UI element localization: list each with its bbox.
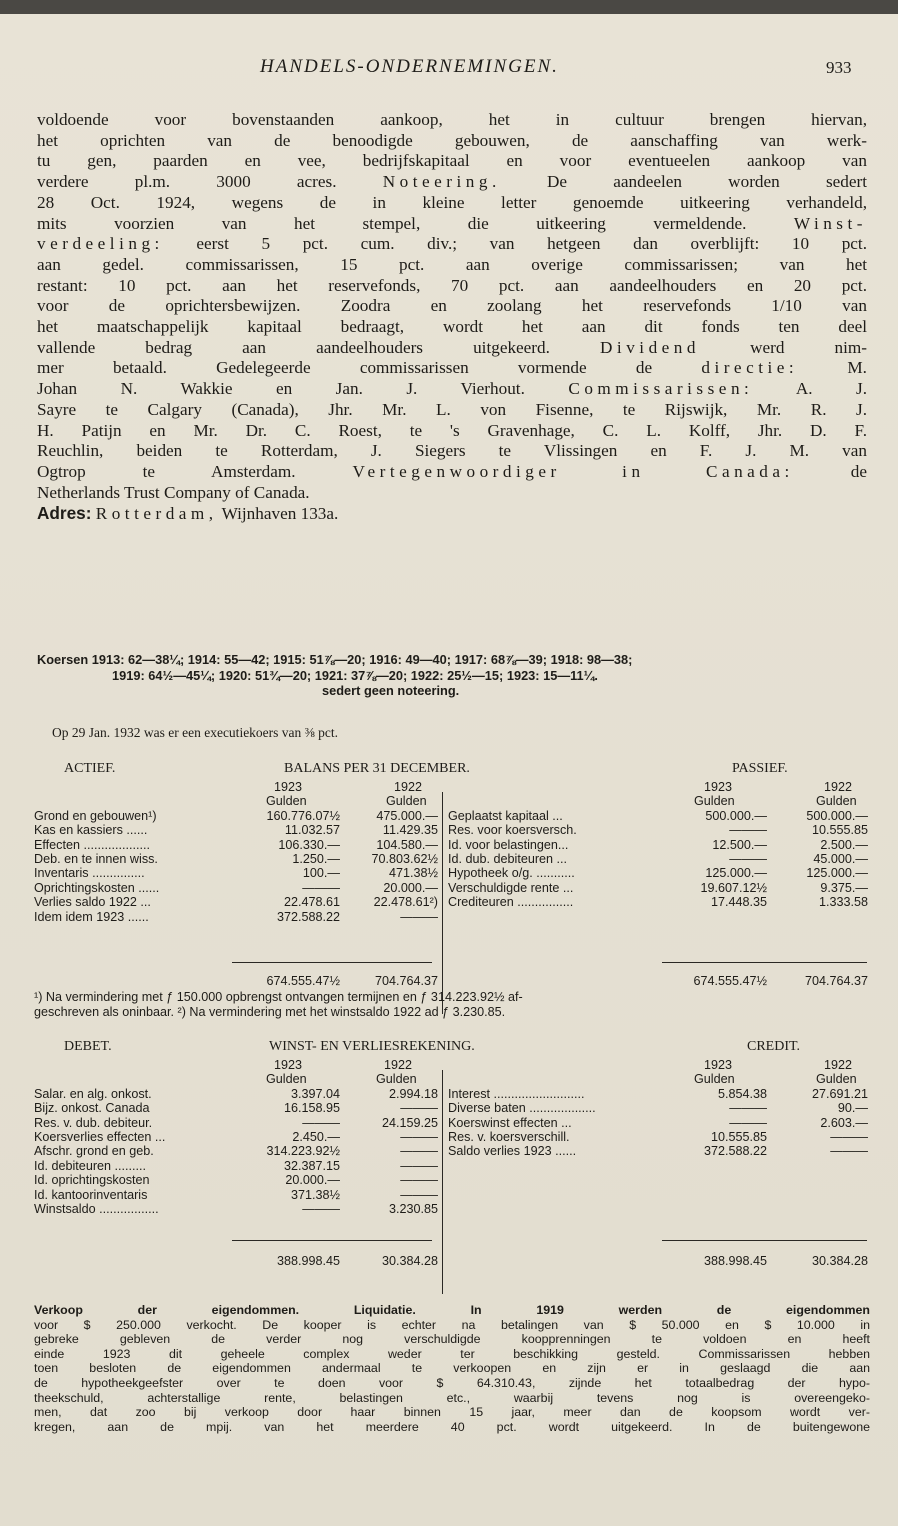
table-row xyxy=(34,895,870,909)
value-1922: ——— xyxy=(400,1158,438,1173)
value-1923: 371.38½ xyxy=(290,1187,340,1202)
price-line-2: 1919: 64½—45¼; 1920: 51¾—20; 1921: 37⅞—20; 1922: 25½—15; 1923: 15—11¼. xyxy=(112,667,598,683)
value-1923: 100.— xyxy=(302,866,340,881)
year-1922: 1922 xyxy=(824,1058,853,1072)
total-debet-1923: 388.998.45 xyxy=(276,1254,340,1268)
row-label: Res. v. dub. debiteur. xyxy=(34,1115,153,1130)
value-1923: ——— xyxy=(729,823,767,838)
execution-note: Op 29 Jan. 1932 was er een executiekoers van ⅜ pct. xyxy=(52,725,339,740)
year-1922: 1922 xyxy=(394,780,423,794)
table-row xyxy=(34,1130,870,1144)
text-run: H. Patijn en Mr. Dr. C. Roest, te 's Gravenhage, C. L. Kolff, Jhr. D. F. xyxy=(37,420,867,440)
table-row xyxy=(34,910,870,924)
unit-label: Gulden xyxy=(694,1072,735,1087)
spaced-keyword: Dividend xyxy=(600,337,700,357)
text-line xyxy=(37,421,867,442)
text-run: Sayre te Calgary (Canada), Jhr. Mr. L. von Fisenne, te Rijswijk, Mr. R. J. xyxy=(37,399,867,419)
value-1923: 1.250.— xyxy=(292,851,340,866)
value-1923: ——— xyxy=(302,880,340,895)
row-label: Bijz. onkost. Canada xyxy=(34,1101,150,1116)
spaced-keyword: Rotterdam, xyxy=(95,504,218,524)
text-line xyxy=(37,503,867,525)
pl-units xyxy=(34,1072,870,1086)
text-run: het oprichten van de benoodigde gebouwen, de aanschaffing van werk- xyxy=(37,130,867,150)
text-line: Verkoop der eigendommen. Liquidatie. In 1919 werden de eigendommen xyxy=(34,1303,870,1317)
text-line: kregen, aan de mpij. van het meerdere 40 pct. wordt uitgekeerd. In de buitengewone xyxy=(34,1419,870,1434)
spaced-keyword: Vertegenwoordiger in Canada: xyxy=(352,461,794,481)
table-row xyxy=(34,1101,870,1115)
text-run: De aandeelen worden sedert xyxy=(500,172,867,192)
value-1922: ——— xyxy=(400,1101,438,1116)
row-label: Verschuldigde rente ... xyxy=(448,880,574,895)
spaced-keyword: verdeeling: xyxy=(37,234,164,254)
text-line xyxy=(37,193,867,214)
total-passief-1923: 674.555.47½ xyxy=(693,974,767,988)
year-1922: 1922 xyxy=(824,780,853,794)
year-1923: 1923 xyxy=(704,1058,733,1072)
text-run: Johan N. Wakkie en Jan. J. Vierhout. xyxy=(37,379,569,399)
spaced-keyword: Commissarissen: xyxy=(568,379,754,399)
text-run: aan gedel. commissarissen, 15 pct. aan overige commissarissen; van het xyxy=(37,254,867,274)
row-label: Oprichtingskosten ...... xyxy=(34,880,160,895)
row-label: Hypotheek o/g. ........... xyxy=(448,866,575,881)
actief-title: ACTIEF. xyxy=(64,761,116,776)
row-label: Res. v. koersverschill. xyxy=(448,1129,570,1144)
row-label: Idem idem 1923 ...... xyxy=(34,909,149,924)
unit-label: Gulden xyxy=(266,1072,307,1087)
value-1922: 471.38½ xyxy=(388,866,438,881)
value-1922: ——— xyxy=(400,1144,438,1159)
text-line xyxy=(37,338,867,359)
row-label: Id. voor belastingen... xyxy=(448,837,569,852)
table-row xyxy=(34,1087,870,1101)
row-label: Diverse baten ................... xyxy=(448,1101,596,1116)
text-run: voor de oprichtersbewijzen. Zoodra en zoolang het reservefonds 1/10 van xyxy=(37,296,867,316)
row-label: Interest .......................... xyxy=(448,1086,585,1101)
value-1922: ——— xyxy=(400,909,438,924)
value-1923: 16.158.95 xyxy=(283,1101,340,1116)
text-line: men, dat zoo bij verkoop door haar binnen 15 jaar, meer dan de koopsom wordt ver- xyxy=(34,1405,870,1420)
text-run: A. J. xyxy=(753,379,868,399)
text-run: mits voorzien van het stempel, die uitkeering vermeldende. xyxy=(37,213,794,233)
unit-label: Gulden xyxy=(816,794,857,809)
value-1923: 372.588.22 xyxy=(703,1144,767,1159)
text-line xyxy=(37,441,867,462)
row-label: Geplaatst kapitaal ... xyxy=(448,808,563,823)
value-1923: 19.607.12½ xyxy=(700,880,767,895)
value-1922: 475.000.— xyxy=(376,808,438,823)
value-1922: ——— xyxy=(400,1173,438,1188)
table-row xyxy=(34,1159,870,1173)
value-1922: 20.000.— xyxy=(383,880,438,895)
value-1922: 10.555.85 xyxy=(811,823,868,838)
row-label: Koerswinst effecten ... xyxy=(448,1115,572,1130)
total-passief-1922: 704.764.37 xyxy=(804,974,868,988)
text-run: vallende bedrag aan aandeelhouders uitgekeerd. xyxy=(37,337,601,357)
row-label: Id. dub. debiteuren ... xyxy=(448,851,568,866)
text-line: gebreke gebleven de verder nog verschuldigde koopprenningen te voldoen en heeft xyxy=(34,1332,870,1347)
text-run: mer betaald. Gedelegeerde commissarissen vormende de xyxy=(37,358,702,378)
value-1923: 11.032.57 xyxy=(284,823,340,838)
balance-units xyxy=(34,794,870,808)
text-line xyxy=(37,358,867,379)
row-label: Saldo verlies 1923 ...... xyxy=(448,1144,577,1159)
price-line-3: sedert geen noteering. xyxy=(322,683,460,698)
text-line xyxy=(37,483,867,504)
unit-label: Gulden xyxy=(386,794,427,809)
text-run: M. xyxy=(798,358,867,378)
text-line xyxy=(37,317,867,338)
row-label: Crediteuren ................ xyxy=(448,895,574,910)
footnotes xyxy=(34,990,870,1020)
value-1922: ——— xyxy=(830,1144,868,1159)
spaced-keyword: Noteering. xyxy=(382,172,501,192)
value-1922: 500.000.— xyxy=(806,808,868,823)
pl-years xyxy=(34,1058,870,1072)
value-1923: 5.854.38 xyxy=(717,1086,767,1101)
text-line xyxy=(37,110,867,131)
value-1923: 125.000.— xyxy=(705,866,767,881)
balance-years xyxy=(34,780,870,794)
value-1923: ——— xyxy=(729,1115,767,1130)
value-1923: 500.000.— xyxy=(705,808,767,823)
text-line xyxy=(37,276,867,297)
total-debet-1922: 30.384.28 xyxy=(381,1254,438,1268)
closing-paragraph xyxy=(34,1303,870,1434)
value-1922: 11.429.35 xyxy=(382,823,438,838)
value-1923: 22.478.61 xyxy=(283,895,340,910)
value-1923: 160.776.07½ xyxy=(266,808,340,823)
balance-rows xyxy=(34,809,870,924)
bold-keyword: Adres: xyxy=(37,503,92,524)
row-label: Salar. en alg. onkost. xyxy=(34,1086,152,1101)
pl-header xyxy=(34,1040,870,1058)
unit-label: Gulden xyxy=(376,1072,417,1087)
row-label: Kas en kassiers ...... xyxy=(34,823,148,838)
year-1923: 1923 xyxy=(704,780,733,794)
text-line xyxy=(37,234,867,255)
value-1922: ——— xyxy=(400,1129,438,1144)
unit-label: Gulden xyxy=(694,794,735,809)
spaced-keyword: Winst- xyxy=(793,213,867,233)
text-run: 28 Oct. 1924, wegens de in kleine letter genoemde uitkeering verhandeld, xyxy=(37,192,867,212)
value-1922: 125.000.— xyxy=(806,866,868,881)
row-label: Verlies saldo 1922 ... xyxy=(34,895,151,910)
value-1922: 27.691.21 xyxy=(811,1086,868,1101)
balance-totals xyxy=(34,974,870,988)
total-rule xyxy=(662,962,867,963)
footnote-2: geschreven als oninbaar. ²) Na vermindering met het winstsaldo 1922 ad ƒ 3.230.85. xyxy=(34,1005,506,1019)
table-row xyxy=(34,1202,870,1216)
year-1923: 1923 xyxy=(274,1058,303,1072)
row-label: Winstsaldo ................. xyxy=(34,1201,159,1216)
text-line xyxy=(37,172,867,193)
table-row xyxy=(34,1188,870,1202)
text-line xyxy=(37,151,867,172)
text-line xyxy=(37,255,867,276)
value-1922: 90.— xyxy=(837,1101,868,1116)
row-label: Afschr. grond en geb. xyxy=(34,1144,154,1159)
value-1922: ——— xyxy=(400,1187,438,1202)
text-line: voor $ 250.000 verkocht. De kooper is echter na betalingen van $ 50.000 en $ 10.000 in xyxy=(34,1317,870,1332)
value-1922: 2.603.— xyxy=(820,1115,868,1130)
footnote-1: ¹) Na vermindering met ƒ 150.000 opbrengst ontvangen termijnen en ƒ 314.223.92½ af- xyxy=(34,990,523,1004)
text-run: voldoende voor bovenstaanden aankoop, het in cultuur brengen hiervan, xyxy=(37,110,867,129)
value-1922: 3.230.85 xyxy=(388,1201,438,1216)
spaced-keyword: directie: xyxy=(701,358,799,378)
text-run: Reuchlin, beiden te Rotterdam, J. Siegers te Vlissingen en F. J. M. van xyxy=(37,441,867,461)
text-line xyxy=(37,400,867,421)
value-1923: ——— xyxy=(302,1201,340,1216)
text-run: restant: 10 pct. aan het reservefonds, 70 pct. aan aandeelhouders en 20 pct. xyxy=(37,275,867,295)
value-1922: 9.375.— xyxy=(820,880,868,895)
text-line xyxy=(37,214,867,235)
running-head: HANDELS-ONDERNEMINGEN. xyxy=(260,56,559,77)
text-run: Ogtrop te Amsterdam. xyxy=(37,461,353,481)
price-history xyxy=(37,652,867,699)
table-row xyxy=(34,809,870,823)
value-1923: 32.387.15 xyxy=(283,1158,340,1173)
pl-rows xyxy=(34,1087,870,1217)
price-line-1: Koersen 1913: 62—38¼; 1914: 55—42; 1915: 51⅞—20; 1916: 49—40; 1917: 68⅞—39; 1918: 98—38; xyxy=(37,652,633,667)
text-run: eerst 5 pct. cum. div.; van hetgeen dan overblijft: 10 pct. xyxy=(163,234,867,254)
text-run: werd nim- xyxy=(699,337,867,357)
table-row xyxy=(34,881,870,895)
value-1923: 314.223.92½ xyxy=(266,1144,340,1159)
value-1923: ——— xyxy=(729,1101,767,1116)
total-actief-1922: 704.764.37 xyxy=(374,974,438,988)
row-label: Id. oprichtingskosten xyxy=(34,1173,150,1188)
text-run: verdere pl.m. 3000 acres. xyxy=(37,172,383,192)
text-run: Netherlands Trust Company of Canada. xyxy=(37,482,310,502)
value-1923: 372.588.22 xyxy=(276,909,340,924)
value-1923: 12.500.— xyxy=(712,837,767,852)
value-1923: ——— xyxy=(729,851,767,866)
value-1923: 106.330.— xyxy=(278,837,340,852)
text-line: theekschuld, achterstallige rente, belastingen etc., waarbij tevens nog is overeengeko- xyxy=(34,1390,870,1405)
text-line xyxy=(37,379,867,400)
debet-title: DEBET. xyxy=(64,1039,112,1054)
value-1922: 104.580.— xyxy=(376,837,438,852)
value-1923: ——— xyxy=(302,1115,340,1130)
row-label: Koersverlies effecten ... xyxy=(34,1129,166,1144)
value-1922: 2.500.— xyxy=(820,837,868,852)
profit-loss-account xyxy=(34,1040,870,1290)
text-run: het maatschappelijk kapitaal bedraagt, wordt het aan dit fonds ten deel xyxy=(37,317,867,337)
pl-totals xyxy=(34,1254,870,1268)
unit-label: Gulden xyxy=(266,794,307,809)
value-1922: 70.803.62½ xyxy=(371,851,438,866)
row-label: Deb. en te innen wiss. xyxy=(34,851,158,866)
text-line xyxy=(37,296,867,317)
credit-title: CREDIT. xyxy=(747,1039,801,1054)
row-label: Id. debiteuren ......... xyxy=(34,1158,147,1173)
pl-title: WINST- EN VERLIESREKENING. xyxy=(269,1039,475,1054)
scan-top-border xyxy=(0,0,898,14)
value-1923: 2.450.— xyxy=(292,1129,340,1144)
year-1922: 1922 xyxy=(384,1058,413,1072)
total-rule xyxy=(232,1240,432,1241)
text-line: de hypotheekgeefster over te doen voor $ 64.310.43, zijnde het totaalbedrag der hypo- xyxy=(34,1375,870,1390)
table-row xyxy=(34,823,870,837)
text-run: tu gen, paarden en vee, bedrijfskapitaal en voor eventueelen aankoop van xyxy=(37,151,867,171)
table-row xyxy=(34,866,870,880)
balance-header xyxy=(34,762,870,780)
total-actief-1923: 674.555.47½ xyxy=(266,974,340,988)
balance-title: BALANS PER 31 DECEMBER. xyxy=(284,761,470,776)
value-1923: 20.000.— xyxy=(285,1173,340,1188)
row-label: Res. voor koersversch. xyxy=(448,823,577,838)
year-1923: 1923 xyxy=(274,780,303,794)
value-1923: 17.448.35 xyxy=(710,895,767,910)
value-1923: 3.397.04 xyxy=(290,1086,340,1101)
main-paragraph xyxy=(37,110,867,525)
value-1922: 24.159.25 xyxy=(381,1115,438,1130)
row-label: Inventaris ............... xyxy=(34,866,145,881)
value-1922: 22.478.61²) xyxy=(373,895,438,910)
text-run: Wijnhaven 133a. xyxy=(217,504,339,524)
total-credit-1923: 388.998.45 xyxy=(703,1254,767,1268)
value-1922: 2.994.18 xyxy=(388,1086,438,1101)
row-label: Id. kantoorinventaris xyxy=(34,1187,148,1202)
passief-title: PASSIEF. xyxy=(732,761,788,776)
page-number: 933 xyxy=(826,58,852,77)
value-1922: ——— xyxy=(830,1129,868,1144)
total-rule xyxy=(232,962,432,963)
table-row xyxy=(34,1116,870,1130)
text-line xyxy=(37,131,867,152)
table-row xyxy=(34,838,870,852)
text-line: toen besloten de eigendommen andermaal te verkoopen en zijn er in geslaagd die aan xyxy=(34,1361,870,1376)
table-row xyxy=(34,1173,870,1187)
row-label: Effecten ................... xyxy=(34,837,150,852)
unit-label: Gulden xyxy=(816,1072,857,1087)
total-credit-1922: 30.384.28 xyxy=(811,1254,868,1268)
row-label: Grond en gebouwen¹) xyxy=(34,808,157,823)
value-1922: 45.000.— xyxy=(813,851,868,866)
table-row xyxy=(34,1144,870,1158)
total-rule xyxy=(662,1240,867,1241)
table-row xyxy=(34,852,870,866)
text-line: einde 1923 dit geheele complex weder ter beschikking gesteld. Commissarissen hebben xyxy=(34,1346,870,1361)
value-1923: 10.555.85 xyxy=(710,1129,767,1144)
value-1922: 1.333.58 xyxy=(818,895,868,910)
text-line xyxy=(37,462,867,483)
text-run: de xyxy=(793,461,867,481)
